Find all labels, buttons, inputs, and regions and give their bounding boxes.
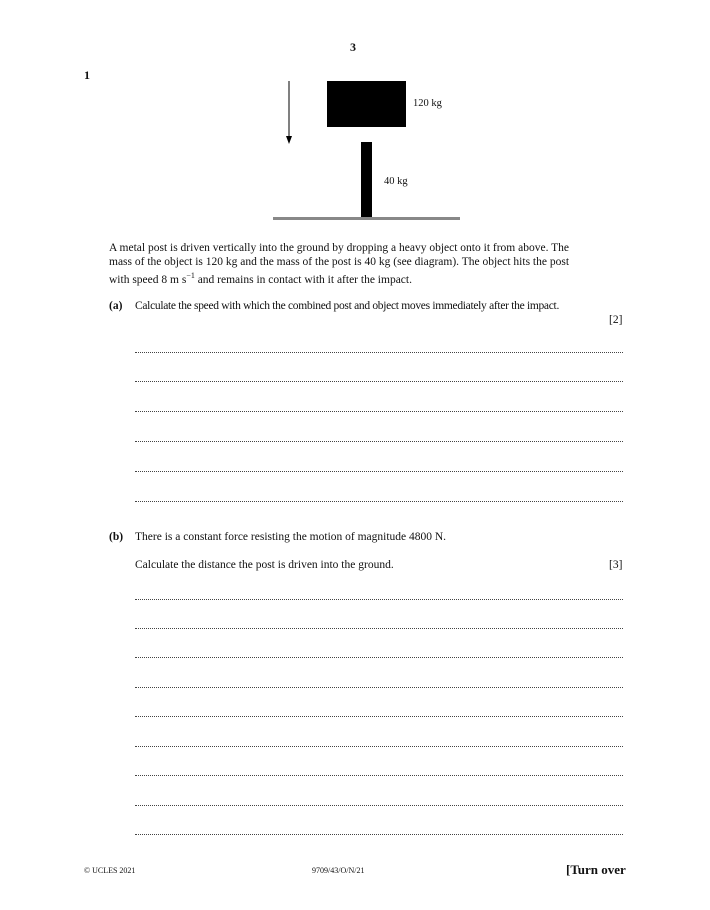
- answer-line[interactable]: [135, 775, 623, 776]
- diagram: [0, 0, 710, 230]
- answer-line[interactable]: [135, 352, 623, 353]
- answer-line[interactable]: [135, 599, 623, 600]
- answer-line[interactable]: [135, 834, 623, 835]
- stem-line: [109, 269, 629, 287]
- answer-line[interactable]: [135, 687, 623, 688]
- arrow-down-icon: [286, 81, 292, 144]
- stem-line: A metal post is driven vertically into the ground by dropping a heavy object onto it from above. The: [109, 242, 570, 254]
- part-a-label: (a): [109, 300, 123, 312]
- part-b-label: (b): [109, 531, 124, 543]
- stem-text: with speed 8 m s: [109, 273, 187, 286]
- part-b-text: There is a constant force resisting the motion of magnitude 4800 N.: [135, 531, 447, 543]
- heavy-object: [327, 81, 406, 127]
- question-stem: [109, 242, 629, 287]
- answer-line[interactable]: [135, 746, 623, 747]
- answer-line[interactable]: [135, 501, 623, 502]
- post: [361, 142, 372, 218]
- superscript: −1: [186, 271, 195, 280]
- answer-line[interactable]: [135, 657, 623, 658]
- turn-over: [Turn over: [566, 862, 626, 877]
- answer-line[interactable]: [135, 805, 623, 806]
- answer-line[interactable]: [135, 441, 623, 442]
- answer-line[interactable]: [135, 471, 623, 472]
- copyright: © UCLES 2021: [84, 866, 136, 875]
- answer-line[interactable]: [135, 411, 623, 412]
- object-mass-label: 120 kg: [413, 98, 442, 109]
- post-mass-label: 40 kg: [384, 176, 408, 187]
- part-b-marks: [3]: [609, 559, 623, 571]
- answer-line[interactable]: [135, 716, 623, 717]
- part-a-text: Calculate the speed with which the combined post and object moves immediately after the impact.: [135, 300, 560, 312]
- stem-text: and remains in contact with it after the impact.: [194, 273, 412, 286]
- part-a-marks: [2]: [609, 314, 623, 326]
- part-b-question: Calculate the distance the post is driven into the ground.: [135, 559, 394, 571]
- ground: [273, 217, 460, 220]
- page-number: 3: [350, 40, 356, 54]
- answer-line[interactable]: [135, 628, 623, 629]
- stem-line: mass of the object is 120 kg and the mass of the post is 40 kg (see diagram). The object hits the post: [109, 255, 570, 268]
- question-number: 1: [84, 68, 90, 82]
- paper-code: 9709/43/O/N/21: [312, 866, 365, 875]
- answer-line[interactable]: [135, 381, 623, 382]
